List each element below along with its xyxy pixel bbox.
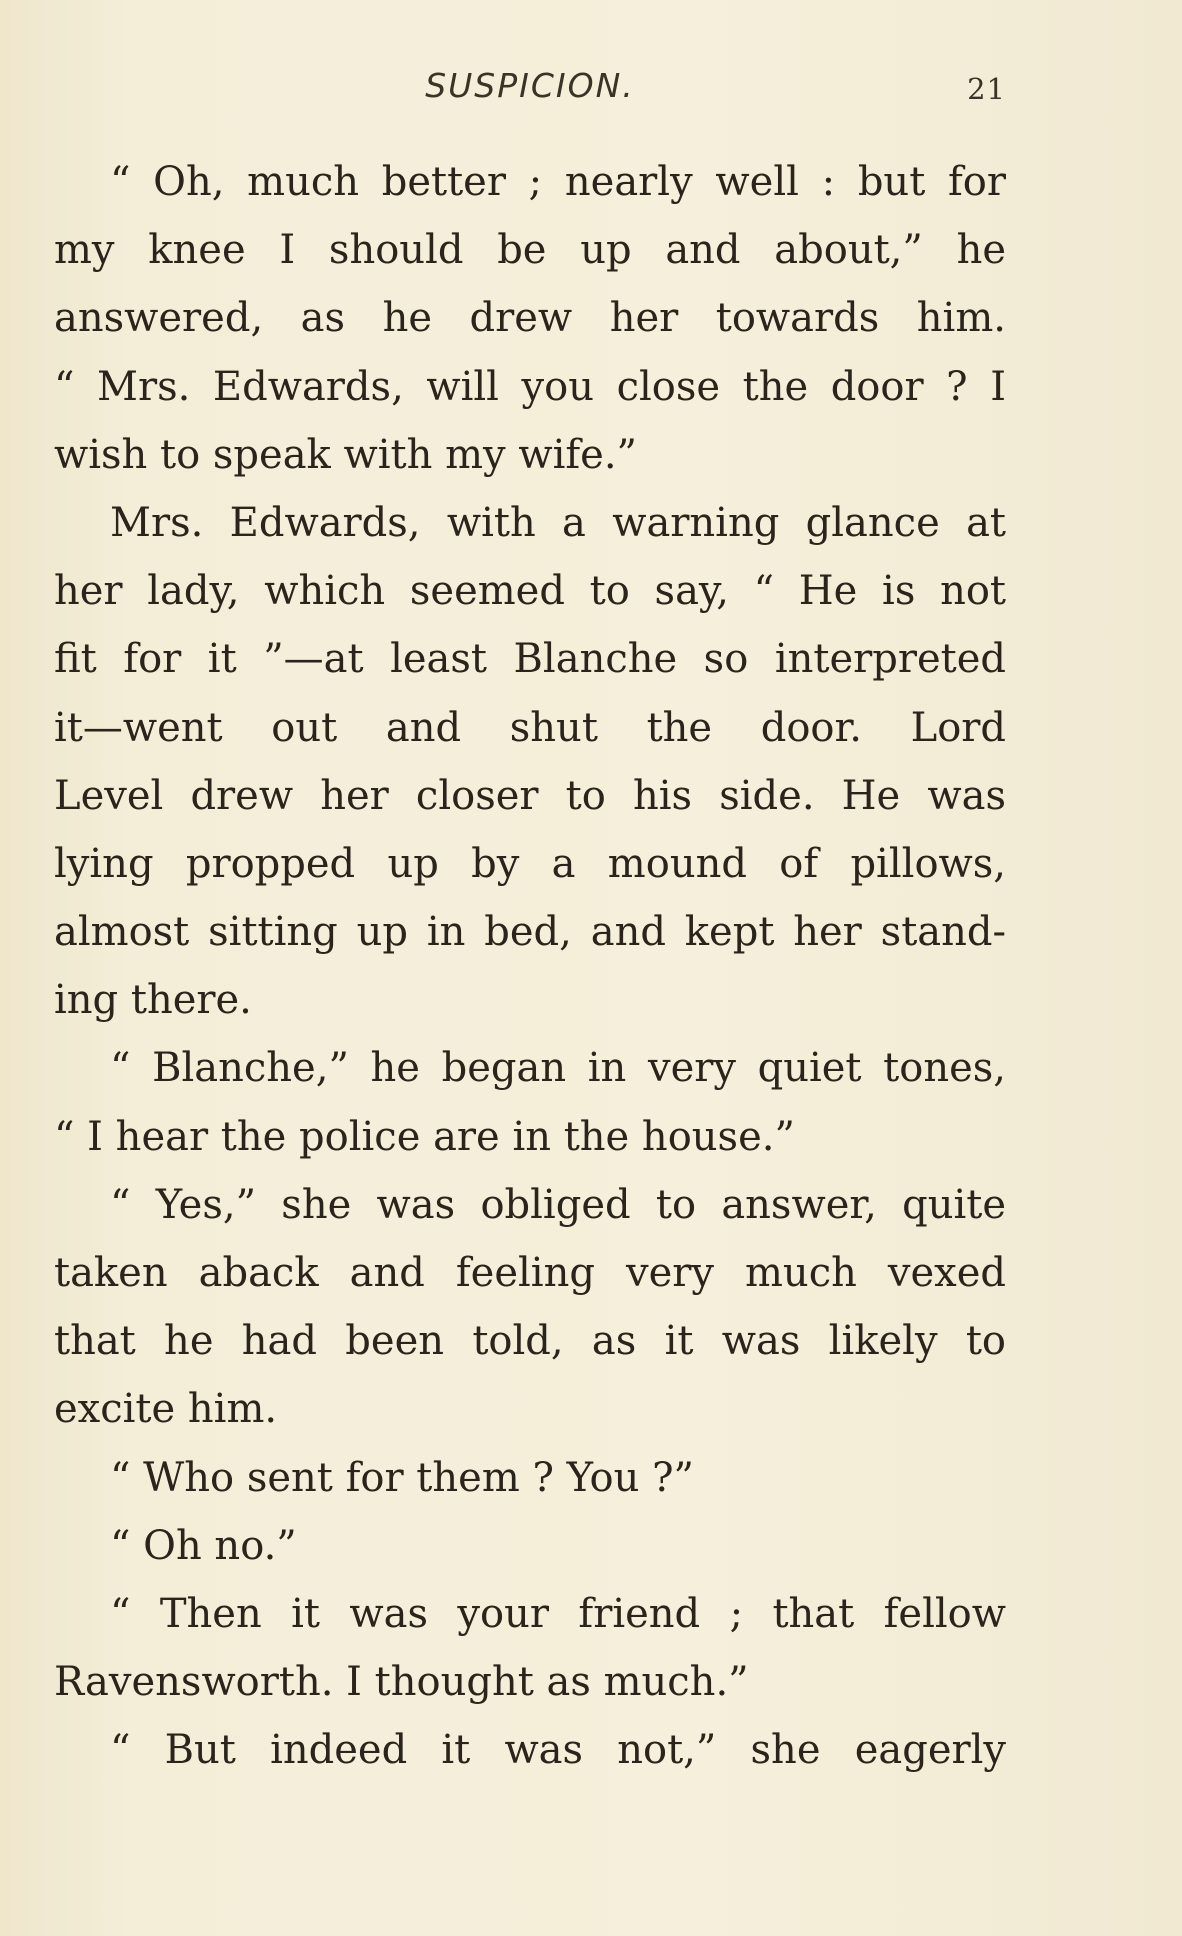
- text-line: Level drew her closer to his side. He was: [54, 772, 1006, 819]
- text-line: fit for it ”—at least Blanche so interpreted: [54, 636, 1006, 683]
- text-line: excite him.: [54, 1386, 278, 1433]
- text-line: “ Blanche,” he began in very quiet tones,: [110, 1045, 1006, 1092]
- text-line: “ But indeed it was not,” she eagerly: [110, 1727, 1006, 1774]
- text-line: ing there.: [54, 977, 252, 1024]
- text-line: “ Oh, much better ; nearly well : but for: [110, 159, 1006, 205]
- text-line: “ Mrs. Edwards, will you close the door ? I: [54, 363, 1006, 410]
- page-number: 21: [967, 72, 1006, 106]
- text-line: answered, as he drew her towards him.: [54, 295, 1006, 342]
- text-line: that he had been told, as it was likely to: [54, 1318, 1006, 1365]
- running-head: [54, 62, 1006, 112]
- text-line: my knee I should be up and about,” he: [54, 227, 1006, 274]
- text-line: “ I hear the police are in the house.”: [54, 1113, 795, 1160]
- text-line: lying propped up by a mound of pillows,: [54, 840, 1006, 887]
- text-line: “ Yes,” she was obliged to answer, quite: [110, 1181, 1006, 1228]
- text-line: Mrs. Edwards, with a warning glance at: [110, 499, 1006, 546]
- text-line: wish to speak with my wife.”: [54, 431, 638, 478]
- body-text: [54, 148, 1006, 1785]
- text-line: almost sitting up in bed, and kept her stand-: [54, 909, 1006, 956]
- text-line: her lady, which seemed to say, “ He is not: [54, 568, 1006, 615]
- text-line: “ Who sent for them ? You ?”: [110, 1454, 695, 1501]
- text-line: it—went out and shut the door. Lord: [54, 704, 1006, 751]
- text-line: Ravensworth. I thought as much.”: [54, 1659, 749, 1706]
- text-line: “ Then it was your friend ; that fellow: [110, 1590, 1006, 1637]
- chapter-title: SUSPICION.: [425, 66, 635, 105]
- text-line: taken aback and feeling very much vexed: [54, 1250, 1006, 1296]
- text-line: “ Oh no.”: [110, 1522, 297, 1569]
